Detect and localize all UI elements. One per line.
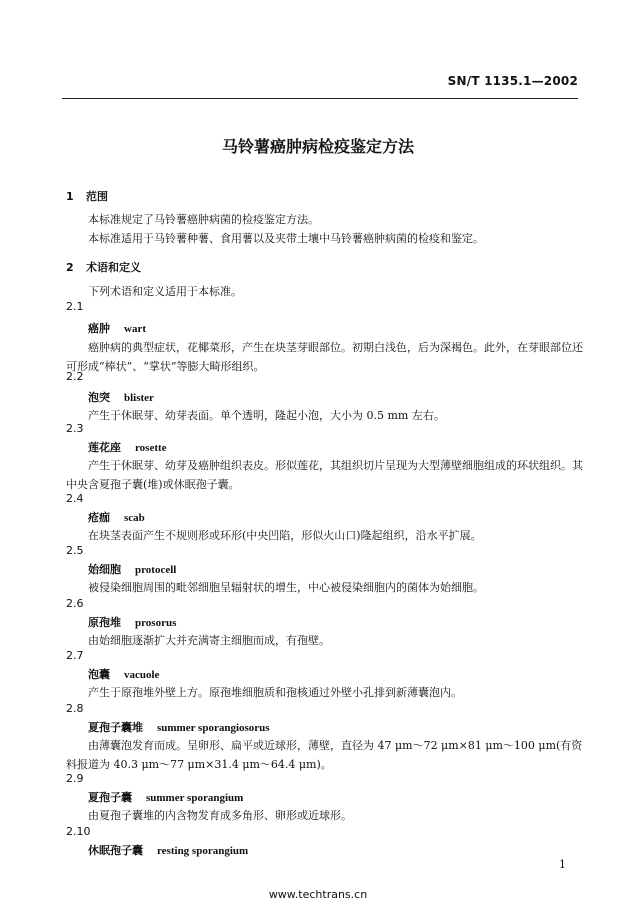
term-number: 2.4 bbox=[66, 492, 84, 505]
term-heading bbox=[88, 614, 176, 630]
term-heading bbox=[88, 789, 243, 805]
term-heading bbox=[88, 320, 146, 336]
footer-url[interactable]: www.techtrans.cn bbox=[268, 888, 368, 901]
term-definition: 产生于休眠芽、幼芽表面。单个透明，隆起小泡，大小为 0.5 mm 左右。 bbox=[88, 409, 445, 422]
term-zh: 休眠孢子囊 bbox=[88, 844, 143, 857]
term-en: prosorus bbox=[135, 617, 177, 629]
term-en: summer sporangiosorus bbox=[157, 722, 270, 734]
term-en: resting sporangium bbox=[157, 845, 249, 857]
term-heading bbox=[88, 842, 248, 858]
term-zh: 泡囊 bbox=[88, 668, 110, 681]
term-heading bbox=[88, 439, 167, 455]
section-title: 范围 bbox=[86, 190, 108, 203]
section-2-intro: 下列术语和定义适用于本标准。 bbox=[88, 285, 242, 298]
term-number: 2.3 bbox=[66, 422, 84, 435]
term-heading bbox=[88, 666, 159, 682]
term-definition: 由始细胞逐渐扩大并充满寄主细胞而成，有孢壁。 bbox=[88, 634, 330, 647]
term-number: 2.8 bbox=[66, 702, 84, 715]
section-1-heading bbox=[66, 188, 108, 204]
term-zh: 莲花座 bbox=[88, 441, 121, 454]
term-heading bbox=[88, 561, 176, 577]
term-number: 2.10 bbox=[66, 825, 91, 838]
term-number: 2.9 bbox=[66, 772, 84, 785]
term-definition: 由薄囊泡发育而成。呈卵形、扁平或近球形，薄壁，直径为 47 μm～72 μm×81 μm～100 μm(有资料报道为 40.3 μm～77 μm×31.4 μm～64.4 μm)。 bbox=[66, 739, 583, 771]
term-definition: 癌肿病的典型症状，花椰菜形，产生在块茎芽眼部位。初期白浅色，后为深褐色。此外，在芽眼部位还可形成“棒状”、“掌状”等膨大畸形组织。 bbox=[66, 341, 583, 373]
document-number: SN/T 1135.1—2002 bbox=[447, 74, 578, 88]
term-en: wart bbox=[124, 323, 146, 335]
term-number: 2.6 bbox=[66, 597, 84, 610]
term-number: 2.2 bbox=[66, 370, 84, 383]
term-en: summer sporangium bbox=[146, 792, 244, 804]
term-zh: 始细胞 bbox=[88, 563, 121, 576]
term-heading bbox=[88, 719, 270, 735]
section-number: 1 bbox=[66, 190, 74, 203]
term-definition: 被侵染细胞周围的毗邻细胞呈辐射状的增生，中心被侵染细胞内的菌体为始细胞。 bbox=[88, 581, 484, 594]
term-zh: 疮痂 bbox=[88, 511, 110, 524]
term-zh: 癌肿 bbox=[88, 322, 110, 335]
term-number: 2.5 bbox=[66, 544, 84, 557]
term-definition: 由夏孢子囊堆的内含物发育成多角形、卵形或近球形。 bbox=[88, 809, 352, 822]
term-heading bbox=[88, 389, 154, 405]
term-definition: 在块茎表面产生不规则形或环形(中央凹陷，形似火山口)隆起组织，沿水平扩展。 bbox=[88, 529, 482, 542]
term-number: 2.7 bbox=[66, 649, 84, 662]
term-number: 2.1 bbox=[66, 300, 84, 313]
term-en: blister bbox=[124, 392, 154, 404]
term-heading bbox=[88, 509, 145, 525]
page-number: 1 bbox=[559, 858, 566, 871]
term-zh: 夏孢子囊 bbox=[88, 791, 132, 804]
term-en: scab bbox=[124, 512, 145, 524]
section-2-heading bbox=[66, 259, 141, 275]
section-1-paragraph: 本标准适用于马铃薯种薯、食用薯以及夹带土壤中马铃薯癌肿病菌的检疫和鉴定。 bbox=[88, 232, 484, 245]
term-zh: 原孢堆 bbox=[88, 616, 121, 629]
term-zh: 夏孢子囊堆 bbox=[88, 721, 143, 734]
term-en: protocell bbox=[135, 564, 177, 576]
term-zh: 泡突 bbox=[88, 391, 110, 404]
section-title: 术语和定义 bbox=[86, 261, 141, 274]
term-en: rosette bbox=[135, 442, 167, 454]
term-en: vacuole bbox=[124, 669, 160, 681]
term-definition: 产生于休眠芽、幼芽及癌肿组织表皮。形似莲花，其组织切片呈现为大型薄壁细胞组成的环状组织。其中央含夏孢子囊(堆)或休眠孢子囊。 bbox=[66, 459, 583, 491]
section-number: 2 bbox=[66, 261, 74, 274]
header-rule bbox=[62, 98, 578, 99]
page-title: 马铃薯癌肿病检疫鉴定方法 bbox=[221, 137, 414, 156]
section-1-paragraph: 本标准规定了马铃薯癌肿病菌的检疫鉴定方法。 bbox=[88, 213, 319, 226]
term-definition: 产生于原孢堆外壁上方。原孢堆细胞质和孢核通过外壁小孔排到新薄囊泡内。 bbox=[88, 686, 462, 699]
